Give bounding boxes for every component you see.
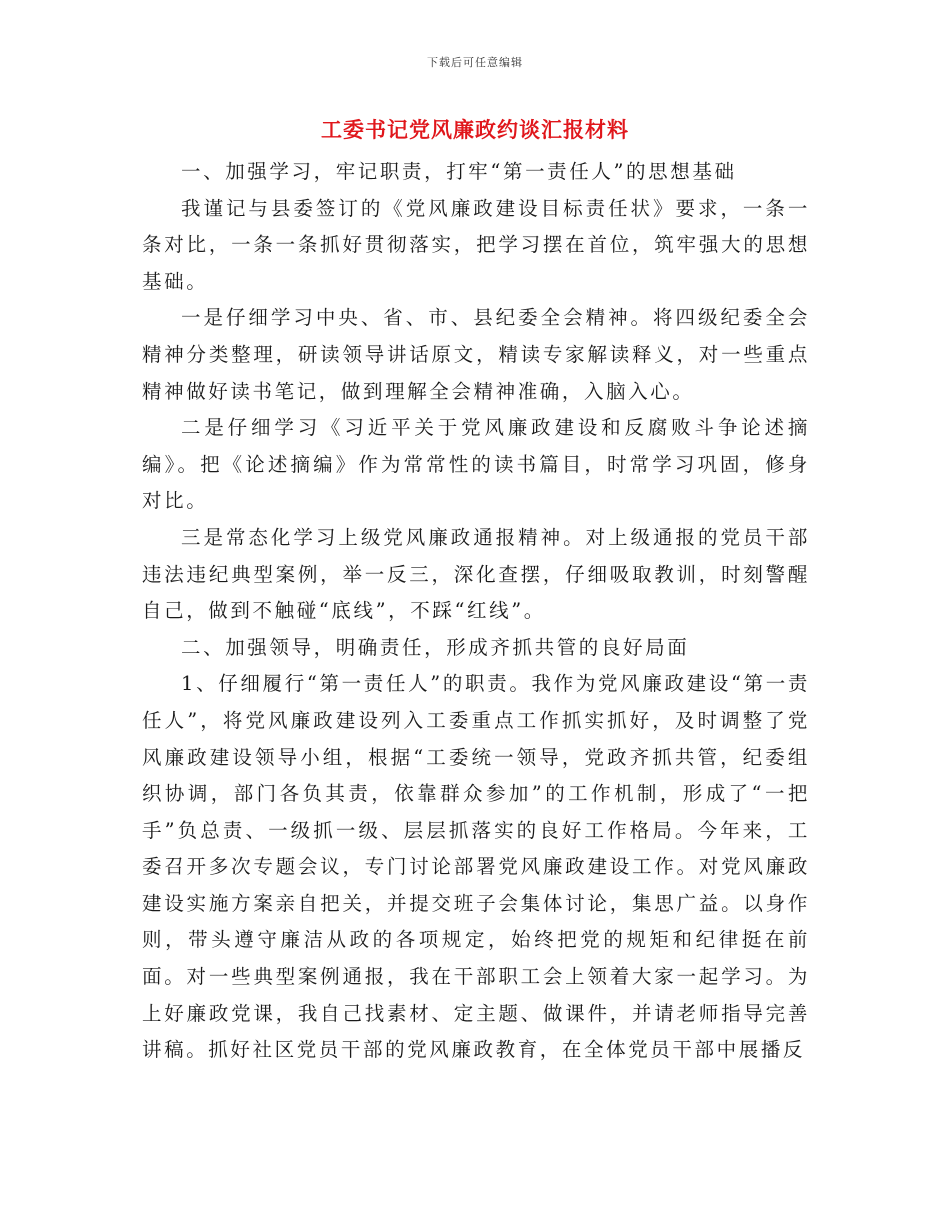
paragraph: 三是常态化学习上级党风廉政通报精神。对上级通报的党员干部违法违纪典型案例，举一反三，深化查摆，仔细吸取教训，时刻警醒自己，做到不触碰“底线”，不踩“红线”。 [142,525,810,623]
header-note: 下载后可任意编辑 [427,56,523,69]
section-heading-2: 二、加强领导，明确责任，形成齐抓共管的良好局面 [181,635,690,659]
document-body [142,154,810,1069]
paragraph: 一是仔细学习中央、省、市、县纪委全会精神。将四级纪委全会精神分类整理，研读领导讲话原文，精读专家解读释义，对一些重点精神做好读书笔记，做到理解全会精神准确，入脑入心。 [142,306,810,403]
paragraph: 1、仔细履行“第一责任人”的职责。我作为党风廉政建设“第一责任人”，将党风廉政建设列入工委重点工作抓实抓好，及时调整了党风廉政建设领导小组，根据“工委统一领导，党政齐抓共管，纪委组织协调，部门各负其责，依靠群众参加”的工作机制，形成了“一把手”负总责、一级抓一级、层层抓落实的良好工作格局。今年来，工委召开多次专题会议，专门讨论部署党风廉政建设工作。对党风廉政建设实施方案亲自把关，并提交班子会集体讨论，集思广益。以身作则，带头遵守廉洁从政的各项规定，始终把党的规矩和纪律挺在前面。对一些典型案例通报，我在干部职工会上领着大家一起学习。为上好廉政党课，我自己找素材、定主题、做课件，并请老师指导完善讲稿。抓好社区党员干部的党风廉政教育，在全体党员干部中展播反 [142,672,810,1062]
section-heading-1: 一、加强学习，牢记职责，打牢“第一责任人”的思想基础 [181,160,737,183]
document-title: 工委书记党风廉政约谈汇报材料 [321,117,629,142]
paragraph: 我谨记与县委签订的《党风廉政建设目标责任状》要求，一条一条对比，一条一条抓好贯彻落实，把学习摆在首位，筑牢强大的思想基础。 [142,196,810,293]
paragraph: 二是仔细学习《习近平关于党风廉政建设和反腐败斗争论述摘编》。把《论述摘编》作为常常性的读书篇目，时常学习巩固，修身对比。 [142,416,810,513]
